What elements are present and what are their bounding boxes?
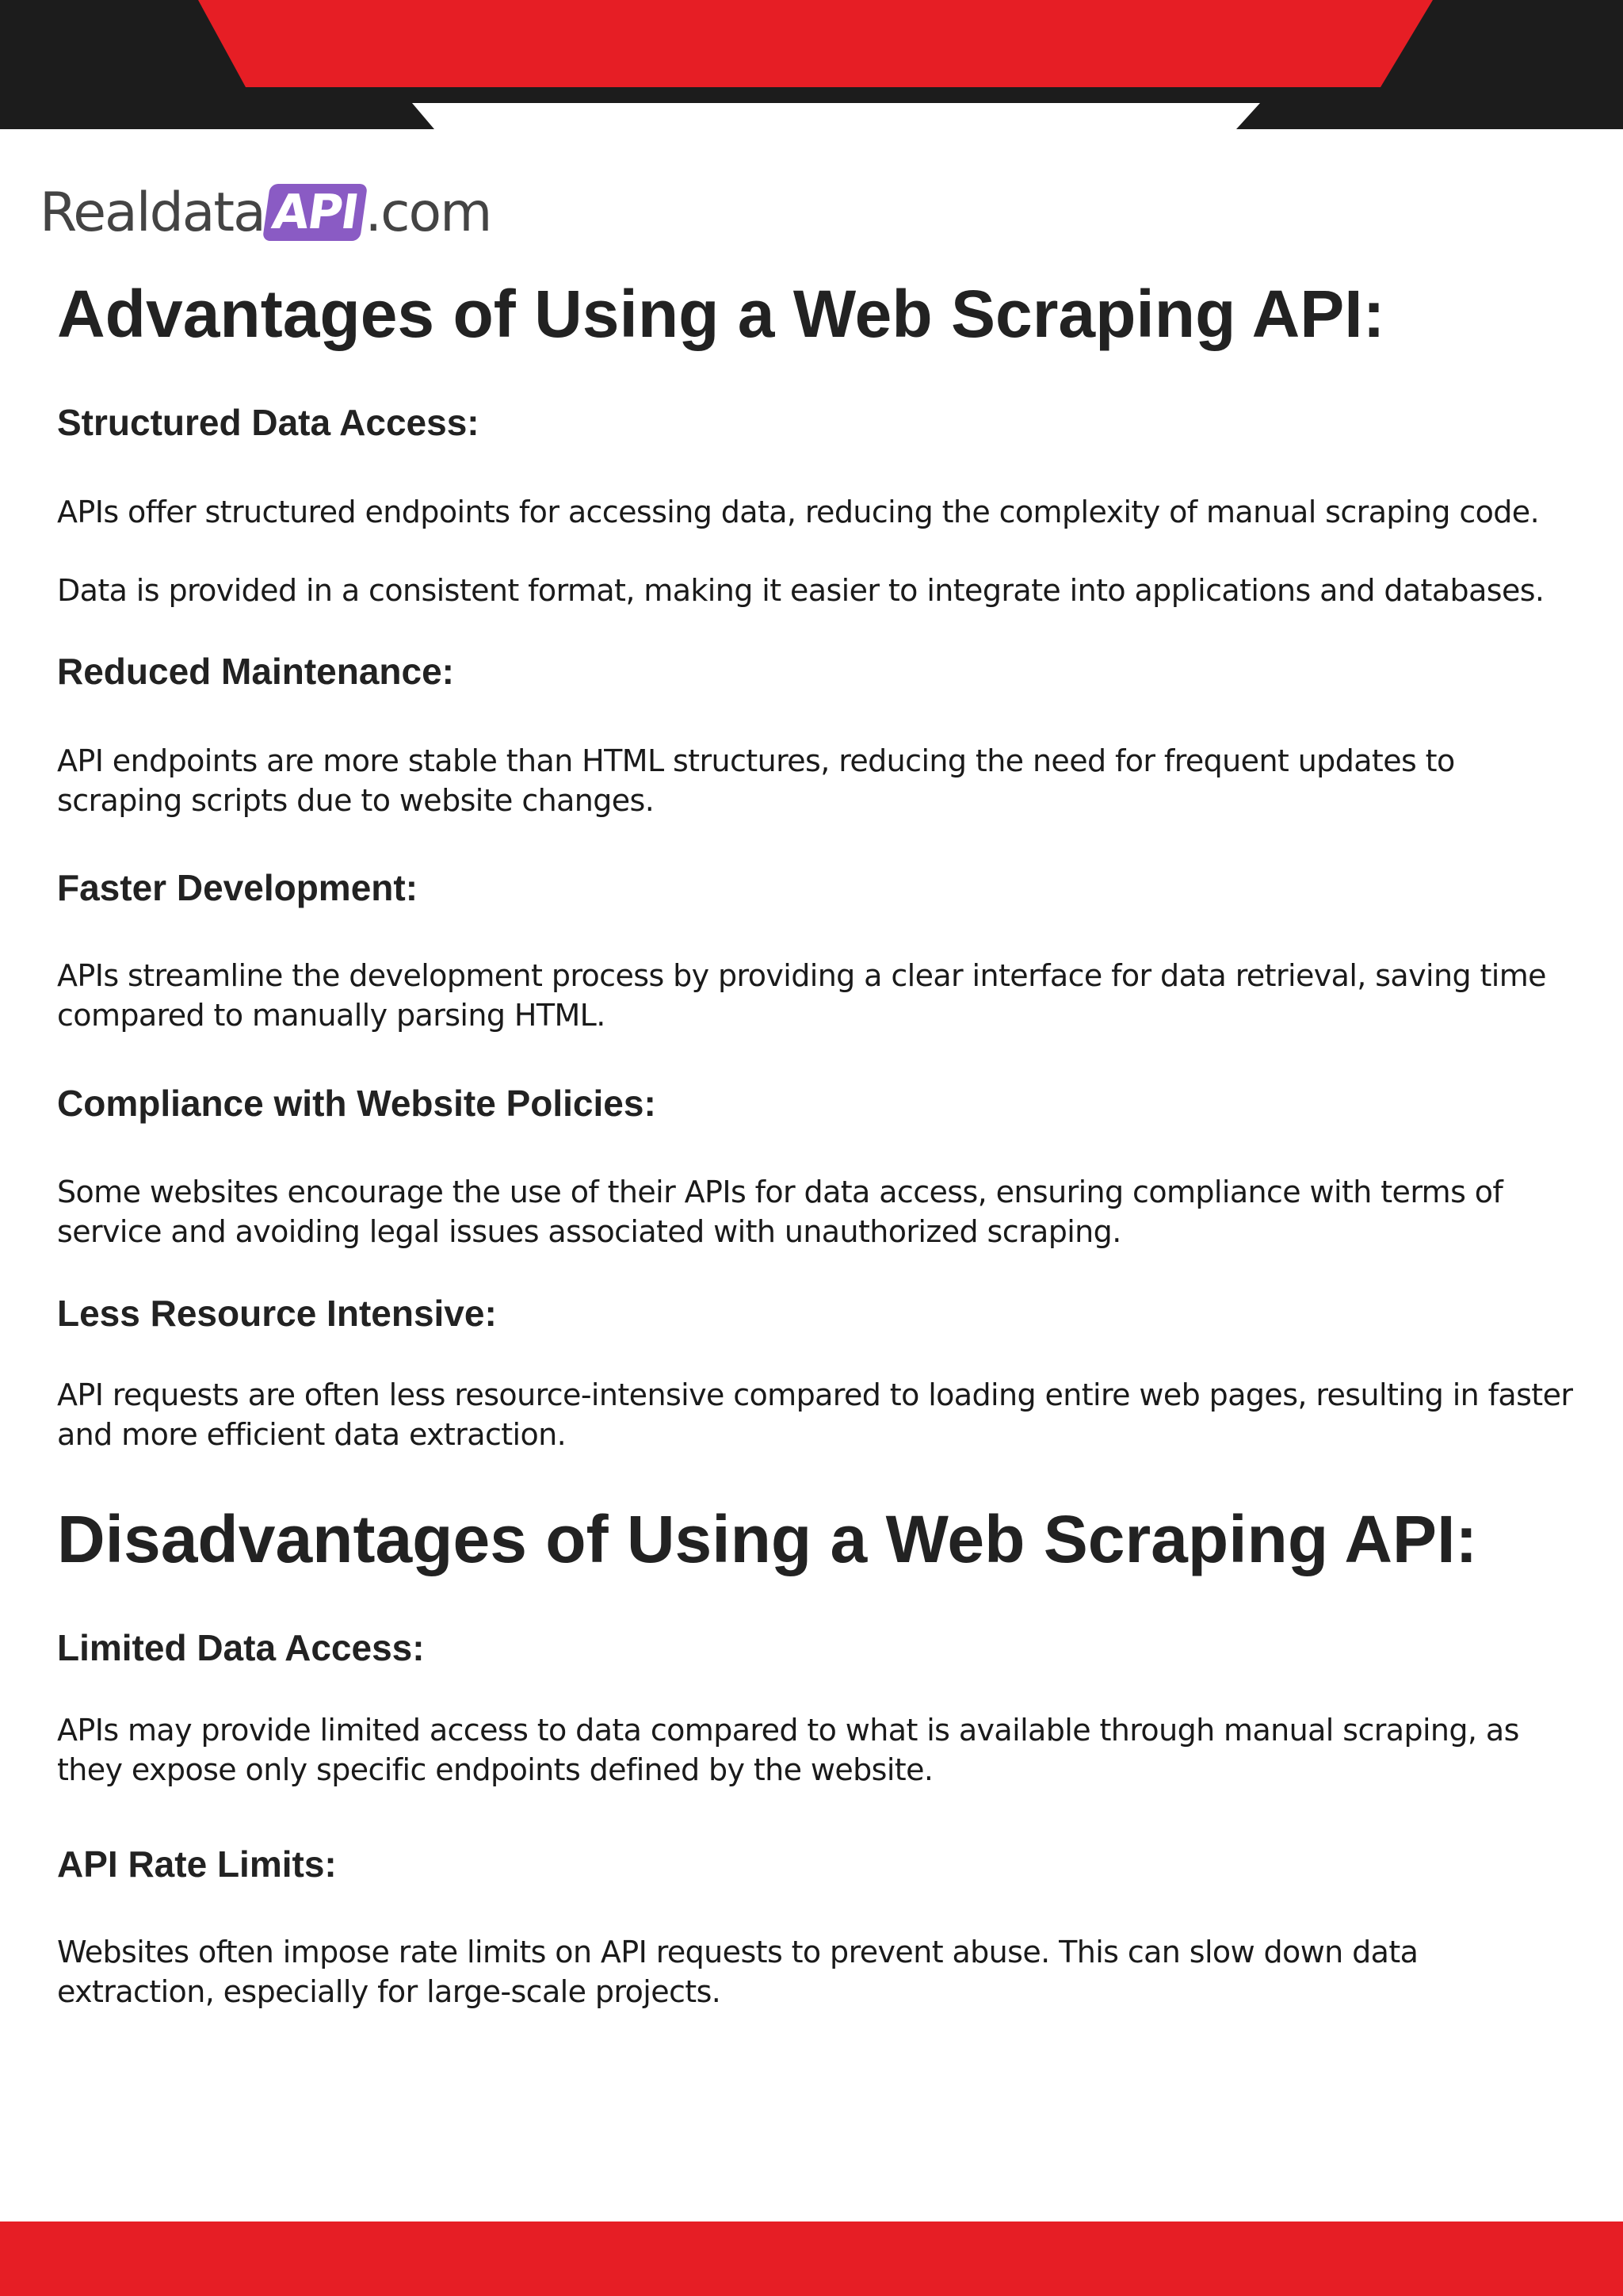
header-banner <box>0 0 1623 131</box>
section-paragraph: APIs offer structured endpoints for accessing data, reducing the complexity of manual scraping code. <box>57 495 1540 529</box>
logo-suffix: .com <box>365 181 491 244</box>
section-paragraph: API requests are often less resource-intensive compared to loading entire web pages, resulting in faster and more efficient data extraction. <box>57 1377 1573 1452</box>
section-heading-less-resource-intensive: Less Resource Intensive: <box>57 1293 497 1334</box>
section-paragraph: Data is provided in a consistent format, making it easier to integrate into applications and databases. <box>57 573 1545 608</box>
section-heading-compliance: Compliance with Website Policies: <box>57 1083 656 1124</box>
section-paragraph: Some websites encourage the use of their APIs for data access, ensuring compliance with terms of service and avoiding legal issues associated with unauthorized scraping. <box>57 1175 1503 1249</box>
section-heading-api-rate-limits: API Rate Limits: <box>57 1843 337 1885</box>
realdataapi-logo <box>40 181 491 244</box>
section-paragraph: APIs streamline the development process by providing a clear interface for data retrieval, saving time compared to manually parsing HTML. <box>57 958 1546 1033</box>
section-paragraph: APIs may provide limited access to data compared to what is available through manual scraping, as they expose only specific endpoints defined by the website. <box>57 1713 1519 1787</box>
section-heading-faster-development: Faster Development: <box>57 867 418 908</box>
disadvantages-title: Disadvantages of Using a Web Scraping API: <box>57 1502 1478 1576</box>
section-heading-reduced-maintenance: Reduced Maintenance: <box>57 651 454 692</box>
section-heading-limited-data-access: Limited Data Access: <box>57 1627 425 1668</box>
footer-bar <box>0 2222 1623 2296</box>
section-paragraph: Websites often impose rate limits on API requests to prevent abuse. This can slow down data extraction, especially for large-scale projects. <box>57 1935 1419 2009</box>
section-heading-structured-data-access: Structured Data Access: <box>57 402 479 443</box>
logo-api-badge: API <box>262 184 368 241</box>
advantages-title: Advantages of Using a Web Scraping API: <box>57 277 1385 351</box>
section-paragraph: API endpoints are more stable than HTML structures, reducing the need for frequent updates to scraping scripts due to website changes. <box>57 743 1455 818</box>
logo-prefix: Realdata <box>40 181 265 244</box>
